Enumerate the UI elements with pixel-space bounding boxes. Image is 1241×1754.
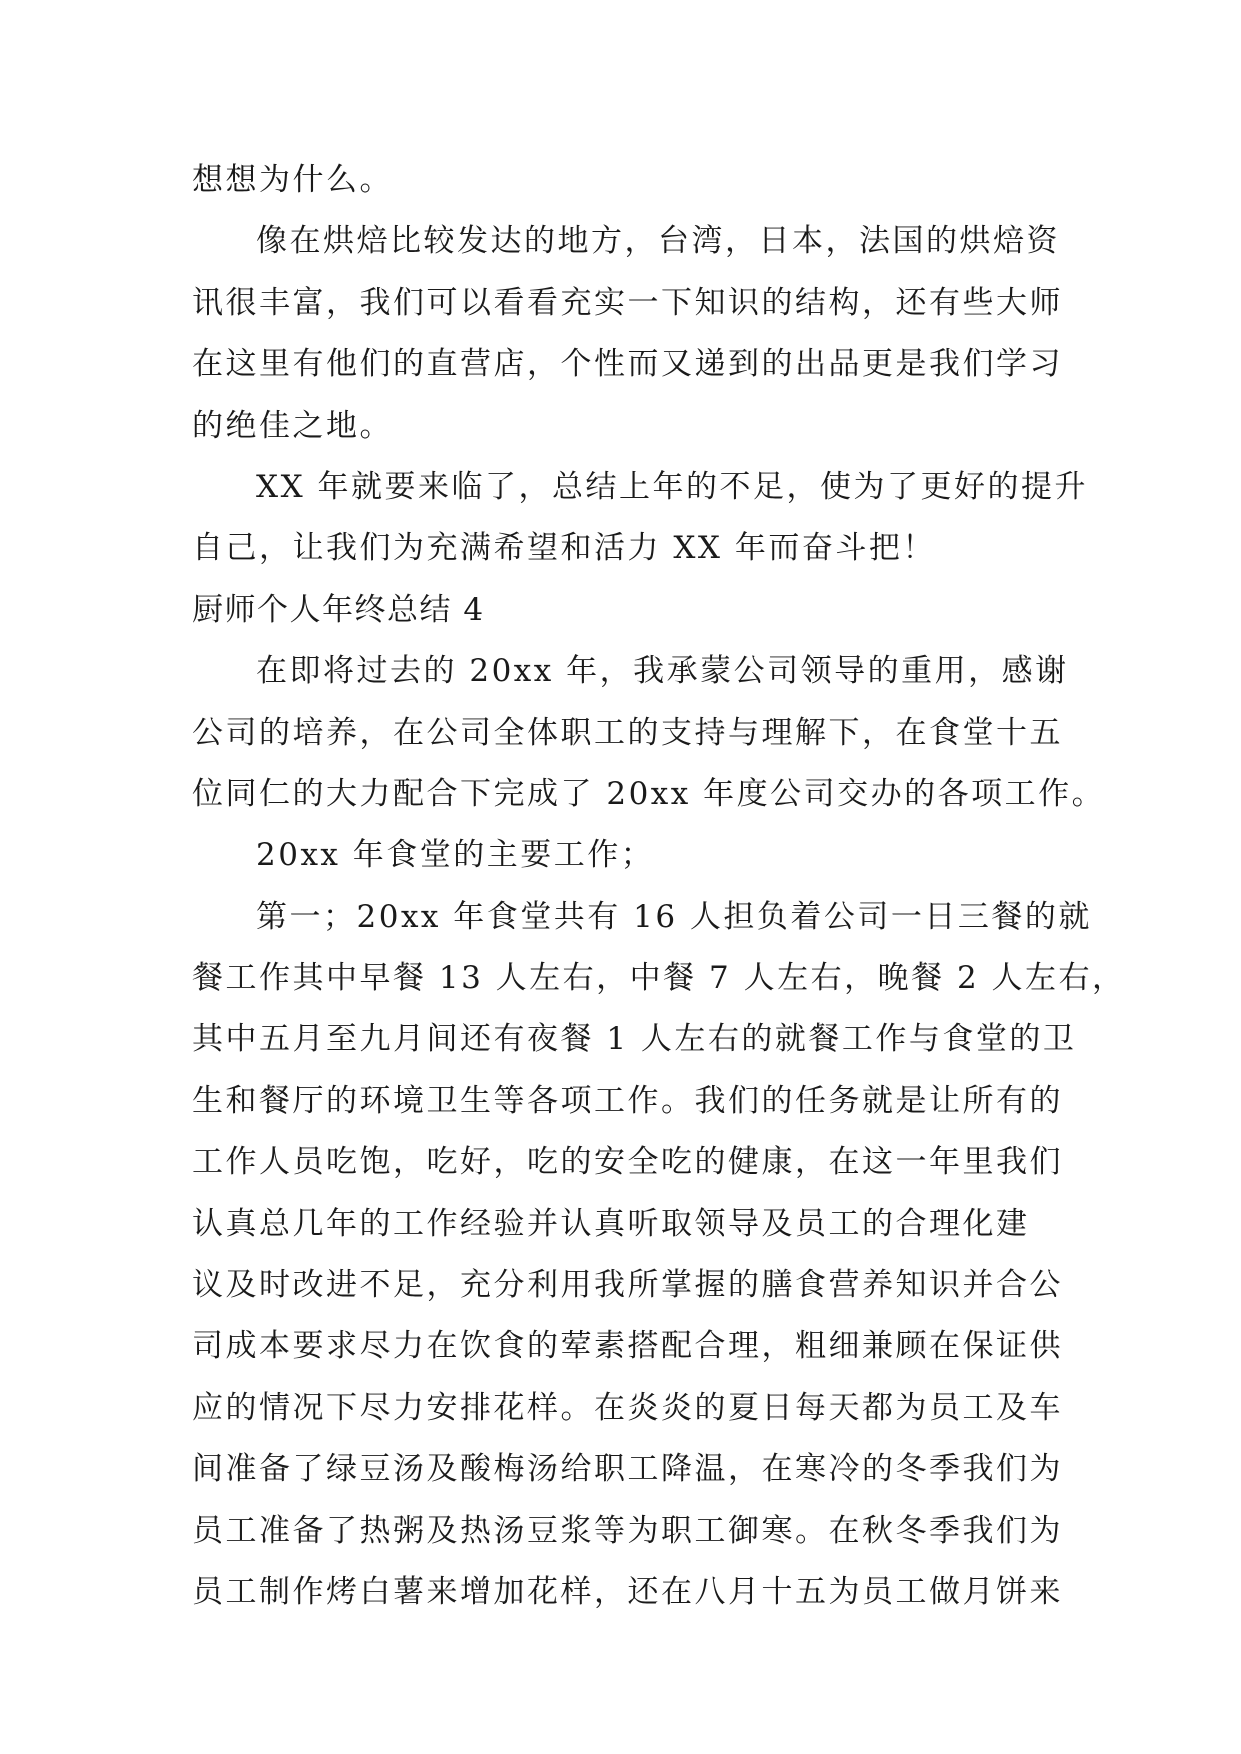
paragraph-line: 自己，让我们为充满希望和活力 XX 年而奋斗把！ [192, 530, 936, 567]
paragraph-line: 第一；20xx 年食堂共有 16 人担负着公司一日三餐的就 [256, 898, 1092, 935]
paragraph-line: 员工制作烤白薯来增加花样，还在八月十五为员工做月饼来 [192, 1573, 1063, 1610]
paragraph-line: 在这里有他们的直营店，个性而又递到的出品更是我们学习 [192, 346, 1063, 383]
paragraph-line: 位同仁的大力配合下完成了 20xx 年度公司交办的各项工作。 [192, 775, 1106, 812]
paragraph-line: 认真总几年的工作经验并认真听取领导及员工的合理化建 [192, 1205, 1030, 1242]
paragraph-line: 司成本要求尽力在饮食的荤素搭配合理，粗细兼顾在保证供 [192, 1328, 1063, 1365]
paragraph-line: 餐工作其中早餐 13 人左右，中餐 7 人左右，晚餐 2 人左右， [192, 960, 1126, 997]
paragraph-line: 在即将过去的 20xx 年，我承蒙公司领导的重用，感谢 [256, 653, 1069, 690]
section-heading: 厨师个人年终总结 4 [192, 591, 485, 628]
paragraph-line: 员工准备了热粥及热汤豆浆等为职工御寒。在秋冬季我们为 [192, 1512, 1063, 1549]
paragraph-line: 工作人员吃饱，吃好，吃的安全吃的健康，在这一年里我们 [192, 1144, 1063, 1181]
paragraph-line: 的绝佳之地。 [192, 407, 393, 444]
paragraph-line: 像在烘焙比较发达的地方，台湾，日本，法国的烘焙资 [256, 223, 1060, 260]
paragraph-line: 想想为什么。 [192, 162, 393, 198]
paragraph-line: 应的情况下尽力安排花样。在炎炎的夏日每天都为员工及车 [192, 1389, 1063, 1426]
document-body [192, 150, 1126, 1623]
paragraph-line: 讯很丰富，我们可以看看充实一下知识的结构，还有些大师 [192, 284, 1063, 321]
paragraph-line: XX 年就要来临了，总结上年的不足，使为了更好的提升 [256, 468, 1088, 505]
paragraph-line: 公司的培养，在公司全体职工的支持与理解下，在食堂十五 [192, 714, 1063, 751]
paragraph-line: 间准备了绿豆汤及酸梅汤给职工降温，在寒冷的冬季我们为 [192, 1451, 1063, 1488]
paragraph-line: 议及时改进不足，充分利用我所掌握的膳食营养知识并合公 [192, 1267, 1063, 1304]
paragraph-line: 20xx 年食堂的主要工作； [256, 837, 655, 874]
paragraph-line: 其中五月至九月间还有夜餐 1 人左右的就餐工作与食堂的卫 [192, 1021, 1077, 1058]
paragraph-line: 生和餐厅的环境卫生等各项工作。我们的任务就是让所有的 [192, 1082, 1063, 1119]
